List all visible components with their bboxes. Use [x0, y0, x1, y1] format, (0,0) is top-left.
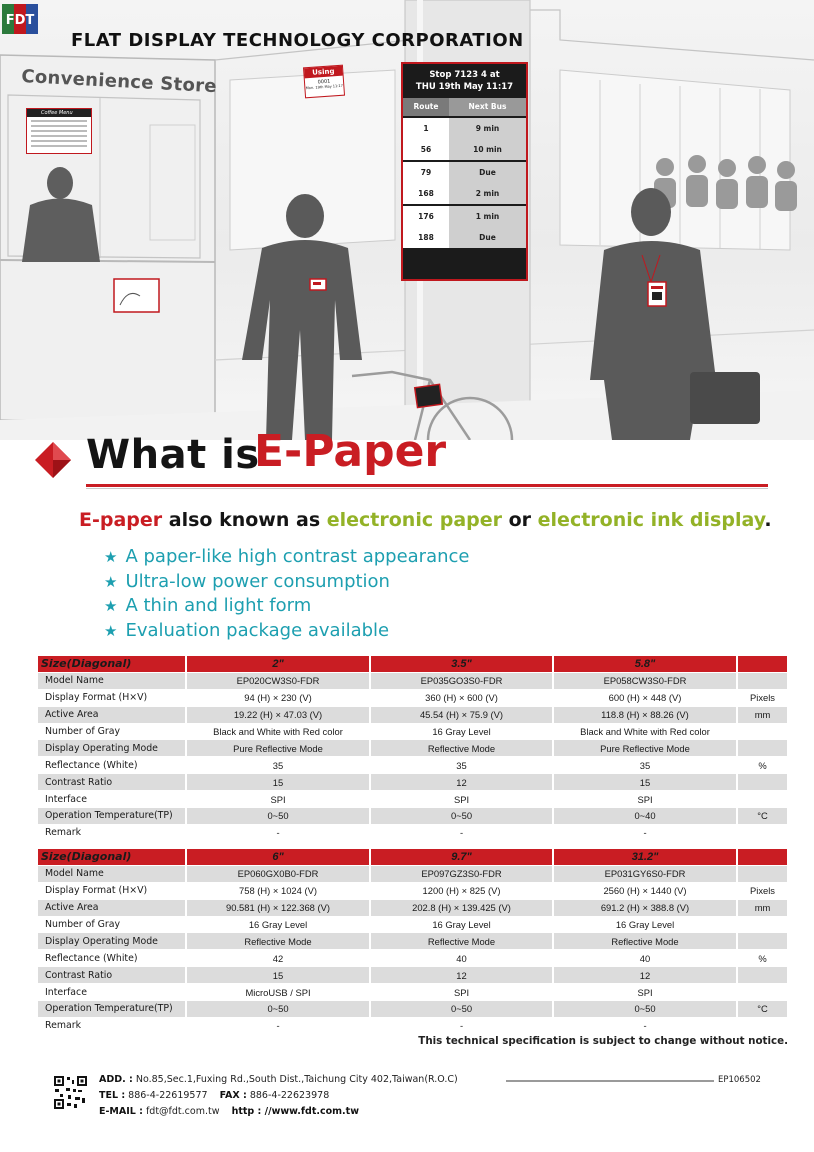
- spec-table-small: [38, 656, 789, 842]
- spec-unit: [737, 740, 788, 757]
- footer-divider: [506, 1080, 714, 1082]
- bus-row-group: [403, 206, 526, 248]
- feature-text: Evaluation package available: [125, 620, 390, 642]
- spec-unit: [737, 672, 788, 689]
- spec-cell: EP060GX0B0-FDR: [186, 865, 370, 882]
- footer-phone: [99, 1090, 329, 1101]
- address-value: No.85,Sec.1,Fuxing Rd.,South Dist.,Taichung City 402,Taiwan(R.O.C): [132, 1074, 458, 1085]
- bus-row-group: [403, 118, 526, 160]
- spec-row: [38, 882, 788, 899]
- spec-row-label: Reflectance (White): [38, 950, 186, 967]
- spec-cell: 19.22 (H) × 47.03 (V): [186, 706, 370, 723]
- tagline-epaper: E-paper: [79, 509, 163, 531]
- spec-cell: EP058CW3S0-FDR: [553, 672, 737, 689]
- spec-row: [38, 808, 788, 825]
- bus-row: [403, 183, 526, 204]
- tagline: [79, 509, 772, 531]
- spec-row: [38, 1001, 788, 1018]
- spec-cell: 0~50: [370, 1001, 553, 1018]
- spec-row: [38, 757, 788, 774]
- bus-next: 10 min: [449, 139, 526, 160]
- spec-cell: 16 Gray Level: [370, 723, 553, 740]
- company-name: FLAT DISPLAY TECHNOLOGY CORPORATION: [71, 30, 524, 51]
- bus-time-line: THU 19th May 11:17: [415, 82, 514, 92]
- spec-cell: -: [553, 824, 737, 841]
- bus-row: [403, 118, 526, 139]
- size-header-value: 2": [186, 656, 370, 672]
- spec-unit: mm: [737, 899, 788, 916]
- tagline-also-known: also known as: [162, 509, 327, 531]
- spec-unit: [737, 865, 788, 882]
- spec-row: [38, 723, 788, 740]
- spec-row-label: Display Operating Mode: [38, 740, 186, 757]
- title-e-paper: E-Paper: [254, 426, 447, 477]
- spec-row: [38, 984, 788, 1001]
- qr-code-icon: [54, 1076, 87, 1109]
- spec-cell: -: [370, 824, 553, 841]
- spec-unit: [737, 933, 788, 950]
- spec-row-label: Display Operating Mode: [38, 933, 186, 950]
- star-icon: ★: [104, 597, 118, 616]
- bus-row: [403, 162, 526, 183]
- spec-unit: %: [737, 757, 788, 774]
- spec-cell: 758 (H) × 1024 (V): [186, 882, 370, 899]
- spec-unit: [737, 723, 788, 740]
- spec-cell: 45.54 (H) × 75.9 (V): [370, 706, 553, 723]
- spec-row-label: Display Format (H×V): [38, 689, 186, 706]
- spec-row: [38, 916, 788, 933]
- bus-next: 2 min: [449, 183, 526, 204]
- spec-cell: 94 (H) × 230 (V): [186, 689, 370, 706]
- spec-cell: Black and White with Red color: [186, 723, 370, 740]
- spec-unit: [737, 916, 788, 933]
- spec-cell: 1200 (H) × 825 (V): [370, 882, 553, 899]
- tel-value: 886-4-22619577: [125, 1090, 208, 1101]
- spec-cell: -: [186, 824, 370, 841]
- spec-cell: 2560 (H) × 1440 (V): [553, 882, 737, 899]
- tagline-period: .: [764, 509, 772, 531]
- spec-row: [38, 1017, 788, 1034]
- col-next-bus: Next Bus: [449, 98, 526, 116]
- spec-cell: 35: [553, 757, 737, 774]
- spec-table-large: [38, 849, 789, 1035]
- spec-cell: 16 Gray Level: [370, 916, 553, 933]
- feature-item: [104, 594, 470, 619]
- spec-row-label: Number of Gray: [38, 916, 186, 933]
- spec-unit: Pixels: [737, 882, 788, 899]
- spec-row-label: Active Area: [38, 706, 186, 723]
- spec-unit: [737, 967, 788, 984]
- spec-cell: 118.8 (H) × 88.26 (V): [553, 706, 737, 723]
- spec-row-label: Contrast Ratio: [38, 967, 186, 984]
- logo-text: FDT: [5, 13, 35, 28]
- tel-label: TEL :: [99, 1090, 126, 1101]
- spec-cell: EP097GZ3S0-FDR: [370, 865, 553, 882]
- spec-cell: EP035GO3S0-FDR: [370, 672, 553, 689]
- size-header-value: 5.8": [553, 656, 737, 672]
- spec-header-row: [38, 656, 788, 672]
- tagline-electronic-ink: electronic ink display: [537, 509, 765, 531]
- spec-row: [38, 824, 788, 841]
- bus-arrival-board: [401, 62, 528, 281]
- spec-row-label: Display Format (H×V): [38, 882, 186, 899]
- spec-row-label: Operation Temperature(TP): [38, 1001, 186, 1018]
- diamond-bullet-icon: [34, 441, 72, 479]
- spec-row: [38, 967, 788, 984]
- spec-cell: 360 (H) × 600 (V): [370, 689, 553, 706]
- spec-cell: 691.2 (H) × 388.8 (V): [553, 899, 737, 916]
- spec-row-label: Model Name: [38, 865, 186, 882]
- using-tag-label: Using: [304, 66, 343, 79]
- spec-row: [38, 899, 788, 916]
- document-code: EP106502: [718, 1075, 761, 1085]
- spec-cell: 0~50: [186, 1001, 370, 1018]
- spec-cell: SPI: [553, 791, 737, 808]
- spec-unit: °C: [737, 808, 788, 825]
- spec-row: [38, 672, 788, 689]
- feature-item: [104, 619, 470, 644]
- star-icon: ★: [104, 572, 118, 591]
- bus-next: 1 min: [449, 206, 526, 227]
- spec-row: [38, 774, 788, 791]
- spec-unit: [737, 791, 788, 808]
- bus-route: 176: [403, 206, 449, 227]
- spec-unit: [737, 1017, 788, 1034]
- spec-unit: [737, 774, 788, 791]
- using-tag-number: 0001: [317, 78, 331, 86]
- spec-cell: Reflective Mode: [553, 933, 737, 950]
- spec-cell: 12: [553, 967, 737, 984]
- spec-cell: MicroUSB / SPI: [186, 984, 370, 1001]
- bus-row: [403, 206, 526, 227]
- spec-cell: 0~50: [370, 808, 553, 825]
- bus-next: 9 min: [449, 118, 526, 139]
- size-header-value: 6": [186, 849, 370, 865]
- spec-cell: 40: [553, 950, 737, 967]
- fax-label: FAX :: [219, 1090, 247, 1101]
- spec-row-label: Contrast Ratio: [38, 774, 186, 791]
- bus-stop-line: Stop 7123 4 at: [429, 70, 500, 80]
- spec-cell: 12: [370, 774, 553, 791]
- spec-cell: Black and White with Red color: [553, 723, 737, 740]
- footer-email: [99, 1106, 359, 1117]
- using-tag-detail: Mon. 19th May 11:17: [305, 83, 344, 91]
- spec-cell: 40: [370, 950, 553, 967]
- address-label: ADD. :: [99, 1074, 133, 1085]
- spec-cell: 35: [370, 757, 553, 774]
- spec-row-label: Remark: [38, 1017, 186, 1034]
- spec-row-label: Number of Gray: [38, 723, 186, 740]
- spec-cell: SPI: [553, 984, 737, 1001]
- spec-cell: 202.8 (H) × 139.425 (V): [370, 899, 553, 916]
- spec-cell: SPI: [370, 984, 553, 1001]
- bus-route: 168: [403, 183, 449, 204]
- spec-cell: Pure Reflective Mode: [186, 740, 370, 757]
- spec-cell: EP020CW3S0-FDR: [186, 672, 370, 689]
- size-header-value: 9.7": [370, 849, 553, 865]
- feature-list: [104, 545, 470, 644]
- spec-cell: 35: [186, 757, 370, 774]
- spec-cell: Reflective Mode: [186, 933, 370, 950]
- bus-row-group: [403, 162, 526, 204]
- bus-route: 79: [403, 162, 449, 183]
- hero-illustration: [0, 0, 814, 440]
- title-underline: [86, 484, 768, 487]
- star-icon: ★: [104, 622, 118, 641]
- spec-cell: 0~50: [186, 808, 370, 825]
- email-label: E-MAIL :: [99, 1106, 143, 1117]
- bus-route: 1: [403, 118, 449, 139]
- spec-row-label: Interface: [38, 984, 186, 1001]
- spec-row: [38, 865, 788, 882]
- coffee-menu-display: [26, 108, 92, 154]
- fdt-logo: [0, 0, 40, 38]
- spec-row-label: Interface: [38, 791, 186, 808]
- spec-cell: -: [186, 1017, 370, 1034]
- spec-unit: °C: [737, 1001, 788, 1018]
- bus-next: Due: [449, 227, 526, 248]
- spec-row: [38, 740, 788, 757]
- spec-header-row: [38, 849, 788, 865]
- email-link[interactable]: fdt@fdt.com.tw: [142, 1106, 220, 1117]
- size-header-value: 3.5": [370, 656, 553, 672]
- spec-row-label: Operation Temperature(TP): [38, 808, 186, 825]
- spec-cell: 15: [186, 967, 370, 984]
- bus-board-header: [403, 64, 526, 98]
- feature-text: A thin and light form: [125, 595, 312, 617]
- feature-text: Ultra-low power consumption: [125, 570, 390, 592]
- feature-item: [104, 570, 470, 595]
- spec-cell: Reflective Mode: [370, 740, 553, 757]
- spec-unit: %: [737, 950, 788, 967]
- spec-cell: 16 Gray Level: [553, 916, 737, 933]
- using-tag: [303, 65, 345, 99]
- spec-cell: SPI: [370, 791, 553, 808]
- bus-row: [403, 139, 526, 160]
- feature-item: [104, 545, 470, 570]
- coffee-menu-title: Coffee Menu: [27, 109, 91, 117]
- tagline-electronic-paper: electronic paper: [326, 509, 502, 531]
- spec-row-label: Active Area: [38, 899, 186, 916]
- website-link[interactable]: http : //www.fdt.com.tw: [231, 1106, 359, 1117]
- spec-unit: [737, 984, 788, 1001]
- spec-cell: 16 Gray Level: [186, 916, 370, 933]
- spec-cell: 90.581 (H) × 122.368 (V): [186, 899, 370, 916]
- spec-row: [38, 950, 788, 967]
- title-what-is: What is: [86, 432, 260, 478]
- spec-cell: 42: [186, 950, 370, 967]
- unit-header: [737, 656, 788, 672]
- spec-row: [38, 933, 788, 950]
- bus-route: 56: [403, 139, 449, 160]
- spec-cell: 15: [186, 774, 370, 791]
- spec-row: [38, 706, 788, 723]
- spec-cell: 15: [553, 774, 737, 791]
- spec-cell: 0~50: [553, 1001, 737, 1018]
- spec-cell: 0~40: [553, 808, 737, 825]
- size-header-label: Size(Diagonal): [38, 656, 186, 672]
- bus-board-columns: [403, 98, 526, 116]
- spec-row-label: Reflectance (White): [38, 757, 186, 774]
- star-icon: ★: [104, 548, 118, 566]
- title-underline-shadow: [86, 488, 768, 489]
- spec-cell: SPI: [186, 791, 370, 808]
- store-sign: Convenience Store: [20, 66, 218, 98]
- bus-board-rows: [403, 118, 526, 248]
- spec-cell: -: [553, 1017, 737, 1034]
- size-header-label: Size(Diagonal): [38, 849, 186, 865]
- spec-unit: [737, 824, 788, 841]
- spec-cell: Reflective Mode: [370, 933, 553, 950]
- bus-row: [403, 227, 526, 248]
- spec-row: [38, 791, 788, 808]
- tagline-or: or: [502, 509, 538, 531]
- size-header-value: 31.2": [553, 849, 737, 865]
- spec-cell: 12: [370, 967, 553, 984]
- col-route: Route: [413, 102, 439, 111]
- spec-cell: 600 (H) × 448 (V): [553, 689, 737, 706]
- spec-row-label: Model Name: [38, 672, 186, 689]
- spec-row-label: Remark: [38, 824, 186, 841]
- spec-row: [38, 689, 788, 706]
- spec-cell: EP031GY6S0-FDR: [553, 865, 737, 882]
- bus-next: Due: [449, 162, 526, 183]
- spec-cell: -: [370, 1017, 553, 1034]
- spec-cell: Pure Reflective Mode: [553, 740, 737, 757]
- spec-unit: Pixels: [737, 689, 788, 706]
- feature-text: A paper-like high contrast appearance: [125, 546, 470, 567]
- bus-route: 188: [403, 227, 449, 248]
- spec-notice: This technical specification is subject to change without notice.: [418, 1035, 788, 1047]
- unit-header: [737, 849, 788, 865]
- fax-value: 886-4-22623978: [246, 1090, 330, 1101]
- footer-address: [99, 1074, 458, 1085]
- spec-unit: mm: [737, 706, 788, 723]
